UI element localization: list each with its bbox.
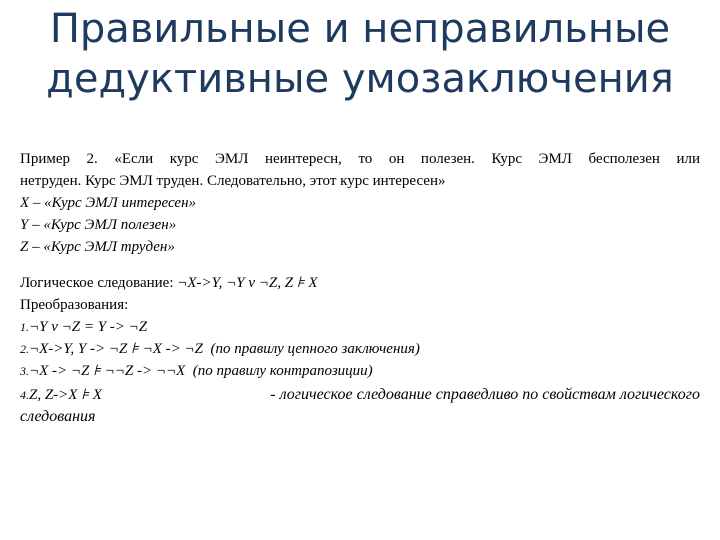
definition-y: Y – «Курс ЭМЛ полезен» (20, 217, 177, 233)
step-text: Z, Z->X ⊧ X (29, 387, 102, 403)
transformation-step-3 (20, 360, 700, 382)
definition-z: Z – «Курс ЭМЛ труден» (20, 239, 175, 255)
definition-x: X – «Курс ЭМЛ интересен» (20, 195, 197, 211)
example-line-2: нетруден. Курс ЭМЛ труден. Следовательно, этот курс интересен» (20, 173, 446, 189)
transformations-label: Преобразования: (20, 297, 129, 313)
example-paragraph (20, 148, 700, 192)
title-line-2: дедуктивные умозаключения (46, 56, 674, 102)
transformation-step-4 (20, 384, 700, 428)
step-number: 2. (20, 342, 29, 356)
title-line-1: Правильные и неправильные (49, 6, 671, 52)
example-line-1: Пример 2. «Если курс ЭМЛ неинтересн, то он полезен. Курс ЭМЛ бесполезен или (20, 151, 700, 167)
step-text: ¬Y v ¬Z = Y -> ¬Z (29, 319, 148, 335)
step-number: 4. (20, 388, 29, 402)
slide-content (20, 148, 700, 428)
transformation-step-2 (20, 338, 700, 360)
step-text: ¬X->Y, Y -> ¬Z ⊧ ¬X -> ¬Z (по правилу цепного заключения) (29, 341, 420, 357)
logical-consequence (20, 272, 700, 294)
step-number: 3. (20, 364, 29, 378)
step-comment-line-1: - логическое следование справедливо по свойствам логического (270, 386, 700, 403)
logical-label: Логическое следование: (20, 275, 174, 291)
step-comment-line-2: следования (20, 408, 96, 425)
logical-formula: ¬X->Y, ¬Y v ¬Z, Z ⊧ X (177, 275, 318, 291)
page-title (0, 4, 720, 104)
step-text: ¬X -> ¬Z ⊧ ¬¬Z -> ¬¬X (по правилу контрапозиции) (29, 363, 373, 379)
step-number: 1. (20, 320, 29, 334)
transformation-step-1 (20, 316, 700, 338)
